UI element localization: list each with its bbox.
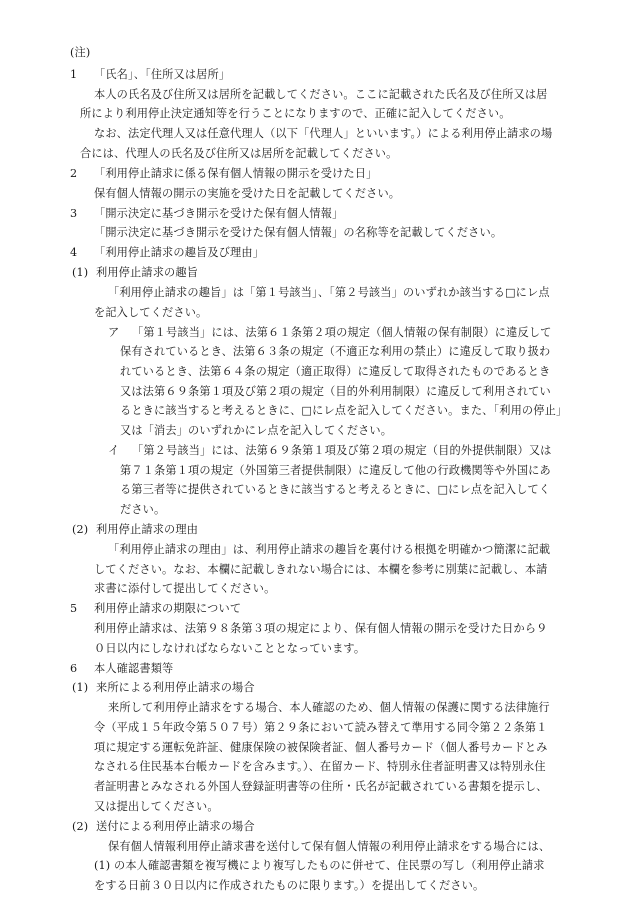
body-line: をする日前３０日以内に作成されたものに限ります。）を提出してください。: [94, 879, 485, 892]
body-line: 合には、代理人の氏名及び住所又は居所を記載してください。: [80, 147, 398, 160]
body-line: 又は提出してください。: [94, 800, 219, 813]
body-line: 求書に添付して提出してください。: [94, 582, 276, 595]
subsection-label: (2): [72, 820, 89, 833]
body-line: 保有されているとき、法第６３条の規定（不適正な利用の禁止）に違反して取り扱わ: [120, 345, 551, 358]
item-label: イ: [108, 444, 120, 457]
body-line: 「利用停止請求の趣旨」は「第１号該当」、「第２号該当」のいずれか該当する□にレ点: [108, 286, 550, 299]
item-label: ア: [108, 326, 120, 339]
subsection-title: 送付による利用停止請求の場合: [96, 820, 255, 833]
body-line: 「利用停止請求の理由」は、利用停止請求の趣旨を裏付ける根拠を明確かつ簡潔に記載: [108, 543, 551, 556]
body-line: ださい。: [120, 503, 166, 516]
body-line: れているとき、法第６４条の規定（適正取得）に違反して取得されたものであるとき: [120, 365, 551, 378]
body-line: 「開示決定に基づき開示を受けた保有個人情報」の名称等を記載してください。: [94, 226, 503, 239]
section-title: 「利用停止請求の趣旨及び理由」: [94, 246, 265, 259]
body-line: 本人の氏名及び住所又は居所を記載してください。ここに記載された氏名及び住所又は居: [94, 88, 548, 101]
section-number: 2: [70, 167, 78, 180]
body-line: 「第２号該当」には、法第６９条第１項及び第２項の規定（目的外提供制限）又は: [132, 444, 552, 457]
body-line: ０日以内にしなければならないこととなっています。: [94, 642, 366, 655]
body-line: 保有個人情報の開示の実施を受けた日を記載してください。: [94, 187, 401, 200]
body-line: る第三者等に提供されているときに該当すると考えるときに、□にレ点を記入してく: [120, 483, 551, 496]
subsection-label: (2): [72, 523, 89, 536]
section-title: 「氏名」、「住所又は居所」: [94, 68, 231, 81]
section-title: 「利用停止請求に係る保有個人情報の開示を受けた日」: [94, 167, 378, 180]
body-line: るときに該当すると考えるときに、□にレ点を記入してください。また、「利用の停止」: [120, 404, 568, 417]
section-number: 5: [70, 602, 78, 615]
subsection-title: 利用停止請求の理由: [96, 523, 199, 536]
body-line: を記入してください。: [94, 306, 208, 319]
body-line: 令（平成１５年政令第５０７号）第２９条において読み替えて準用する同令第２２条第１: [94, 721, 548, 734]
section-number: 4: [70, 246, 78, 259]
body-line: 保有個人情報利用停止請求書を送付して保有個人情報の利用停止請求をする場合には、: [108, 840, 551, 853]
subsection-title: 利用停止請求の趣旨: [96, 266, 199, 279]
body-line: なお、法定代理人又は任意代理人（以下「代理人」といいます。）による利用停止請求の場: [94, 127, 553, 140]
subsection-label: (1): [72, 681, 89, 694]
body-line: してください。なお、本欄に記載しきれない場合には、本欄を参考に別葉に記載し、本請: [94, 563, 548, 576]
body-line: 又は「消去」のいずれかにレ点を記入してください。: [120, 424, 393, 437]
body-line: 「第１号該当」には、法第６１条第２項の規定（個人情報の保有制限）に違反して: [132, 326, 552, 339]
note-header: (注): [70, 46, 91, 59]
section-title: 利用停止請求の期限について: [94, 602, 242, 615]
subsection-title: 来所による利用停止請求の場合: [96, 681, 255, 694]
body-line: 第７１条第１項の規定（外国第三者提供制限）に違反して他の行政機関等や外国にあ: [120, 464, 551, 477]
section-number: 3: [70, 207, 78, 220]
body-line: 又は法第６９条第１項及び第２項の規定（目的外利用制限）に違反して利用されてい: [120, 385, 551, 398]
section-title: 「開示決定に基づき開示を受けた保有個人情報」: [94, 207, 344, 220]
body-line: (1) の本人確認書類を複写機により複写したものに併せて、住民票の写し（利用停止請求: [94, 859, 545, 872]
body-line: なされる住民基本台帳カードを含みます。）、在留カード、特別永住者証明書又は特別永住: [94, 760, 546, 773]
body-line: 来所して利用停止請求をする場合、本人確認のため、個人情報の保護に関する法律施行: [108, 701, 550, 714]
body-line: 者証明書とみなされる外国人登録証明書等の住所・氏名が記載されている書類を提示し、: [94, 780, 548, 793]
body-line: 所により利用停止決定通知等を行うことになりますので、正確に記入してください。: [80, 107, 511, 120]
section-number: 6: [70, 662, 78, 675]
body-line: 項に規定する運転免許証、健康保険の被保険者証、個人番号カード（個人番号カードとみ: [94, 741, 548, 754]
body-line: 利用停止請求は、法第９８条第３項の規定により、保有個人情報の開示を受けた日から９: [94, 622, 548, 635]
section-title: 本人確認書類等: [94, 662, 174, 675]
section-number: 1: [70, 68, 78, 81]
subsection-label: (1): [72, 266, 89, 279]
